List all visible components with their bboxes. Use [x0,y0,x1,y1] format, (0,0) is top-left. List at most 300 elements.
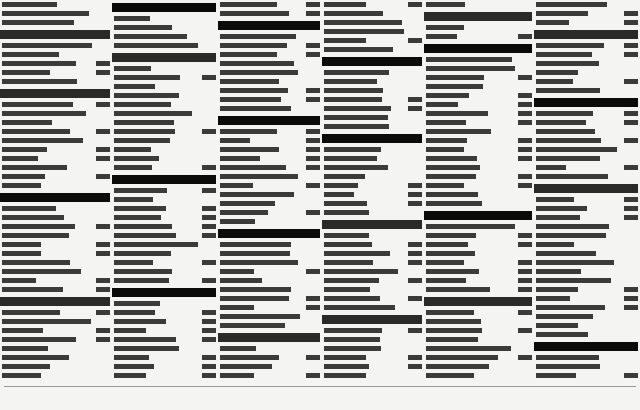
item-text-stroke [536,120,586,125]
item-text-stroke [220,364,272,369]
item-text-stroke [426,201,482,206]
item-text [220,145,302,154]
item-text [220,181,302,190]
section-header-bar [322,134,422,143]
list-item [112,186,218,195]
list-item [322,326,424,335]
list-item [0,181,112,190]
list-item [218,68,322,77]
list-item [424,249,534,258]
item-price-stroke [404,276,422,285]
item-text-stroke [536,156,600,161]
list-item [534,204,640,213]
item-price-stroke [514,240,532,249]
item-text [324,190,404,199]
item-text-stroke [536,215,580,220]
item-text [2,127,92,136]
item-text-stroke [426,120,466,125]
item-text [220,217,320,226]
section-header-bar [218,116,320,125]
section-header-bar [322,315,422,324]
item-text-stroke [220,242,291,247]
item-text [536,240,638,249]
item-price-stroke [514,231,532,240]
item-text [220,77,320,86]
list-item [534,285,640,294]
item-text-stroke [536,20,569,25]
list-item [112,267,218,276]
item-text [220,240,320,249]
list-item [112,249,218,258]
item-text-stroke [114,138,170,143]
column-1 [0,0,112,382]
list-item [424,136,534,145]
item-text [2,249,92,258]
item-text-stroke [324,47,393,52]
list-item [322,9,424,18]
list-item [218,181,322,190]
list-item [0,371,112,380]
section-header-bar [424,297,532,306]
list-item [322,122,424,131]
price-stroke [96,328,110,333]
item-text-stroke [536,278,611,283]
item-text [536,371,620,380]
item-text [426,276,514,285]
list-item [0,163,112,172]
item-text-stroke [536,296,570,301]
item-price-stroke [514,118,532,127]
item-text-stroke [114,129,175,134]
price-stroke [624,79,638,84]
item-text-stroke [114,251,171,256]
item-text [2,172,92,181]
item-text [536,303,620,312]
item-text [2,118,110,127]
price-stroke [202,364,216,369]
item-text-stroke [220,165,286,170]
item-text-stroke [114,111,192,116]
item-text-stroke [2,156,38,161]
item-text-stroke [114,75,180,80]
price-stroke [408,242,422,247]
item-text [536,353,638,362]
item-text-stroke [220,346,256,351]
price-stroke [202,75,216,80]
list-item [322,86,424,95]
item-text [536,86,638,95]
list-item [0,362,112,371]
list-item [218,199,322,208]
item-text-stroke [2,111,86,116]
list-item [0,317,112,326]
item-price-stroke [620,163,638,172]
list-item [112,145,218,154]
list-item [424,335,534,344]
item-text [324,240,404,249]
item-text [220,344,320,353]
list-item [112,299,218,308]
item-text [426,109,514,118]
item-price-stroke [404,95,422,104]
item-text [114,73,198,82]
item-text [324,86,422,95]
price-stroke [624,206,638,211]
list-item [0,18,112,27]
list-item [424,362,534,371]
item-price-stroke [514,181,532,190]
item-text [220,0,302,9]
item-text [536,136,620,145]
price-stroke [96,70,110,75]
item-text [114,136,216,145]
item-text [536,18,620,27]
item-text-stroke [426,138,467,143]
list-item [424,317,534,326]
item-text-stroke [220,138,250,143]
item-price-stroke [620,204,638,213]
list-item [322,371,424,380]
item-text-stroke [324,2,366,7]
item-text-stroke [324,70,389,75]
item-text-stroke [426,310,474,315]
item-text-stroke [324,269,398,274]
price-stroke [202,188,216,193]
item-text [114,41,216,50]
item-text [324,276,404,285]
list-item [0,231,112,240]
list-item [0,59,112,68]
item-text-stroke [536,138,601,143]
list-item [424,32,534,41]
item-text [114,100,216,109]
section-header-bar [424,211,532,220]
list-item [112,231,218,240]
list-item [218,136,322,145]
item-text [2,344,110,353]
item-text [220,321,320,330]
item-text-stroke [2,70,50,75]
item-text [114,317,198,326]
list-item [424,73,534,82]
list-item [112,204,218,213]
section-header-bar [0,193,110,202]
item-text-stroke [114,93,179,98]
item-price-stroke [514,276,532,285]
item-text-stroke [114,84,155,89]
price-stroke [202,129,216,134]
list-item [534,59,640,68]
section-header-bar [322,57,422,66]
price-stroke [518,93,532,98]
item-text-stroke [426,192,478,197]
item-price-stroke [302,154,320,163]
list-item [534,68,640,77]
list-item [322,18,424,27]
item-text-stroke [2,337,76,342]
list-item [0,100,112,109]
list-item [218,86,322,95]
item-price-stroke [92,172,110,181]
section-header-bar [0,89,110,98]
column-3 [218,0,322,382]
list-item [424,181,534,190]
item-price-stroke [302,95,320,104]
item-text-stroke [220,79,279,84]
item-text-stroke [114,34,187,39]
item-text-stroke [2,373,41,378]
item-price-stroke [302,208,320,217]
list-item [0,380,112,382]
list-item [424,55,534,64]
item-price-stroke [404,181,422,190]
item-price-stroke [198,231,216,240]
item-text [536,109,620,118]
price-stroke [518,34,532,39]
item-text [536,9,620,18]
item-price-stroke [302,294,320,303]
list-item [322,380,424,382]
item-text [114,204,198,213]
price-stroke [624,165,638,170]
price-stroke [624,305,638,310]
list-item [0,118,112,127]
item-text [220,294,302,303]
price-stroke [96,242,110,247]
item-text-stroke [536,233,606,238]
list-item [112,222,218,231]
item-text [2,380,110,382]
item-text-stroke [114,66,151,71]
item-text [114,240,216,249]
list-item [424,380,534,382]
list-item [218,217,322,226]
item-text [426,64,532,73]
price-stroke [518,355,532,360]
item-text-stroke [324,364,369,369]
item-price-stroke [404,258,422,267]
item-text [2,41,110,50]
list-item [424,118,534,127]
list-item [424,326,534,335]
item-text-stroke [2,251,41,256]
item-price-stroke [620,294,638,303]
item-text [536,127,638,136]
item-text [220,285,320,294]
price-stroke [306,147,320,152]
item-text-stroke [220,192,294,197]
item-price-stroke [302,136,320,145]
item-price-stroke [620,136,638,145]
list-item [424,353,534,362]
list-item [424,258,534,267]
item-text [2,9,110,18]
list-item [112,353,218,362]
list-item [424,145,534,154]
list-item [322,95,424,104]
list-item [0,213,112,222]
item-text-stroke [324,328,382,333]
item-price-stroke [514,267,532,276]
price-stroke [624,296,638,301]
item-text [536,362,638,371]
item-text [114,249,216,258]
item-price-stroke [302,163,320,172]
item-text-stroke [324,79,377,84]
section-header-bar [534,30,638,39]
item-text [114,14,216,23]
item-price-stroke [620,109,638,118]
item-text [220,362,320,371]
item-text-stroke [220,97,281,102]
item-text-stroke [114,278,169,283]
price-stroke [202,328,216,333]
price-stroke [96,102,110,107]
item-text [324,199,404,208]
item-price-stroke [514,32,532,41]
list-item [218,208,322,217]
item-text [220,32,320,41]
item-text-stroke [220,305,254,310]
list-item [112,73,218,82]
item-text [426,181,514,190]
list-item [322,154,424,163]
item-text-stroke [426,278,466,283]
list-item [218,32,322,41]
price-stroke [518,269,532,274]
item-text-stroke [426,102,458,107]
list-item [218,321,322,330]
price-stroke [624,373,638,378]
item-text-stroke [220,183,253,188]
item-text [324,163,422,172]
section-header-bar [112,175,216,184]
list-item [0,50,112,59]
price-stroke [624,43,638,48]
item-text-stroke [114,346,179,351]
item-text [2,326,92,335]
item-text-stroke [426,319,481,324]
item-text-stroke [2,120,52,125]
price-stroke [96,224,110,229]
list-item [534,18,640,27]
item-text [114,371,198,380]
list-item [218,380,322,382]
list-item [322,303,424,312]
price-stroke [518,278,532,283]
item-text-stroke [114,242,198,247]
list-item [322,163,424,172]
item-text-stroke [324,147,381,152]
item-price-stroke [92,222,110,231]
item-text-stroke [114,215,161,220]
item-text-stroke [426,224,515,229]
list-item [218,258,322,267]
item-text [324,95,404,104]
price-stroke [624,120,638,125]
item-text-stroke [220,269,254,274]
item-text [114,163,198,172]
item-text-stroke [2,61,76,66]
list-item [218,77,322,86]
item-text-stroke [426,34,457,39]
list-item [0,258,112,267]
list-item [322,172,424,181]
item-text-stroke [220,373,254,378]
item-text [2,18,110,27]
item-text-stroke [220,251,290,256]
list-item [424,276,534,285]
list-item [424,308,534,317]
item-text-stroke [220,129,277,134]
item-text [324,181,404,190]
price-stroke [306,11,320,16]
list-item [218,353,322,362]
item-text [426,222,532,231]
item-text [220,127,302,136]
item-text [2,308,92,317]
item-text-stroke [220,296,289,301]
list-item [534,330,640,339]
item-text [220,86,302,95]
item-text-stroke [324,183,358,188]
item-text [2,213,110,222]
price-stroke [202,224,216,229]
item-text [324,0,404,9]
item-text-stroke [114,102,171,107]
price-stroke [518,310,532,315]
item-text-stroke [220,174,298,179]
list-item [112,32,218,41]
item-text [220,9,302,18]
price-stroke [518,242,532,247]
list-item [322,353,424,362]
list-item [322,27,424,36]
list-item [424,91,534,100]
item-text-stroke [536,269,581,274]
list-item [112,127,218,136]
item-text [220,371,302,380]
item-text [536,267,638,276]
price-stroke [518,183,532,188]
item-text [536,222,638,231]
item-text-stroke [536,373,576,378]
price-stroke [518,111,532,116]
item-text-stroke [536,224,609,229]
item-price-stroke [514,326,532,335]
price-stroke [624,52,638,57]
item-price-stroke [620,18,638,27]
item-text [536,285,620,294]
list-item [424,82,534,91]
list-item [322,145,424,154]
item-price-stroke [514,172,532,181]
item-text [114,326,198,335]
item-text [536,294,620,303]
list-item [218,371,322,380]
item-text-stroke [324,210,369,215]
item-price-stroke [514,308,532,317]
item-text-stroke [114,16,150,21]
price-stroke [518,147,532,152]
item-text-stroke [426,147,464,152]
list-item [534,240,640,249]
item-price-stroke [198,276,216,285]
list-item [0,308,112,317]
item-text-stroke [324,296,380,301]
item-text-stroke [2,260,70,265]
item-price-stroke [92,68,110,77]
